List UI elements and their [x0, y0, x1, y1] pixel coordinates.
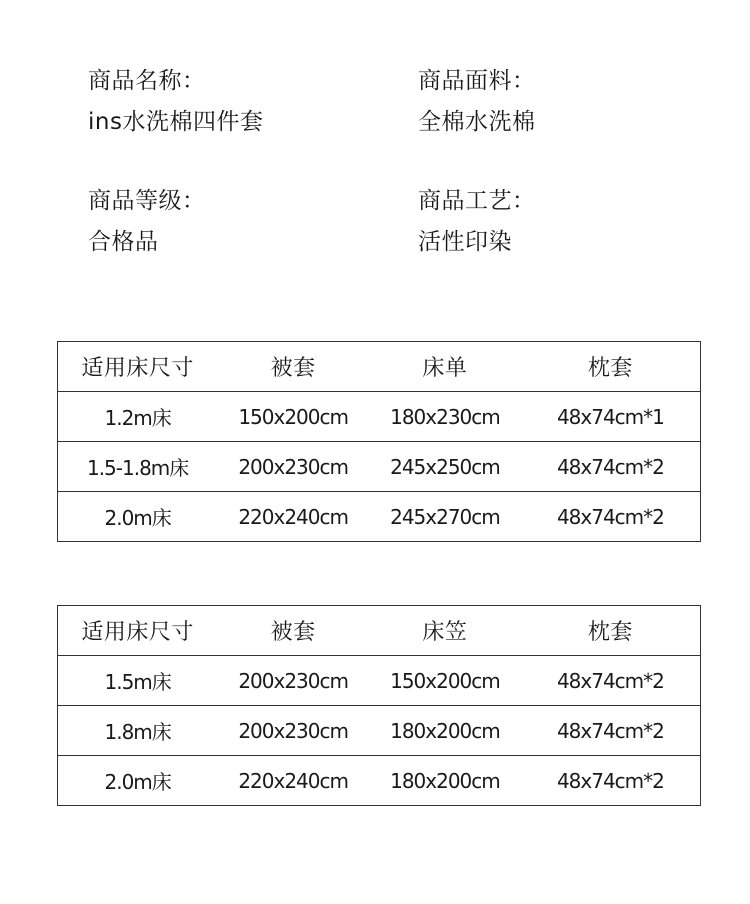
info-value: 全棉水洗棉	[418, 109, 536, 135]
table-cell: 180x200cm	[369, 706, 521, 756]
info-value: ins水洗棉四件套	[88, 109, 264, 135]
info-fabric	[418, 66, 536, 137]
size-table-flat-sheet	[57, 341, 701, 542]
table-row	[58, 756, 701, 806]
info-product-name	[88, 66, 263, 137]
info-value: 活性印染	[418, 229, 512, 255]
info-label: 商品工艺：	[418, 188, 536, 214]
table-row	[58, 442, 701, 492]
info-grade	[88, 186, 206, 257]
table-cell: 220x240cm	[217, 756, 369, 806]
size-table-fitted-sheet	[57, 605, 701, 806]
table-cell: 48x74cm*2	[521, 442, 701, 492]
table-row	[58, 392, 701, 442]
header-cell: 被套	[270, 620, 316, 645]
header-cell: 适用床尺寸	[81, 620, 194, 645]
info-craft	[418, 186, 536, 257]
header-cell: 被套	[270, 356, 316, 381]
info-label: 商品等级：	[88, 188, 206, 214]
info-label: 商品名称：	[88, 68, 206, 94]
table-cell: 1.5m床	[58, 656, 218, 706]
table-cell: 150x200cm	[369, 656, 521, 706]
header-cell: 枕套	[587, 620, 633, 645]
table-cell: 2.0m床	[58, 492, 218, 542]
table-cell: 1.5-1.8m床	[58, 442, 218, 492]
table-cell: 200x230cm	[217, 656, 369, 706]
table-row	[58, 492, 701, 542]
table-cell: 48x74cm*2	[521, 656, 701, 706]
table-cell: 1.2m床	[58, 392, 218, 442]
table-cell: 200x230cm	[217, 706, 369, 756]
header-cell: 枕套	[587, 356, 633, 381]
table-cell: 150x200cm	[217, 392, 369, 442]
table-header-row	[58, 606, 701, 656]
table-cell: 48x74cm*2	[521, 756, 701, 806]
info-value: 合格品	[88, 229, 159, 255]
header-cell: 适用床尺寸	[81, 356, 194, 381]
table-cell: 220x240cm	[217, 492, 369, 542]
table-cell: 180x230cm	[369, 392, 521, 442]
table-cell: 245x250cm	[369, 442, 521, 492]
table-cell: 2.0m床	[58, 756, 218, 806]
table-cell: 48x74cm*1	[521, 392, 701, 442]
info-label: 商品面料：	[418, 68, 536, 94]
table-cell: 1.8m床	[58, 706, 218, 756]
table-cell: 48x74cm*2	[521, 706, 701, 756]
table-cell: 200x230cm	[217, 442, 369, 492]
table-row	[58, 706, 701, 756]
table-cell: 180x200cm	[369, 756, 521, 806]
table-header-row	[58, 342, 701, 392]
table-row	[58, 656, 701, 706]
table-cell: 48x74cm*2	[521, 492, 701, 542]
header-cell: 床单	[422, 356, 468, 381]
table-cell: 245x270cm	[369, 492, 521, 542]
header-cell: 床笠	[422, 620, 468, 645]
